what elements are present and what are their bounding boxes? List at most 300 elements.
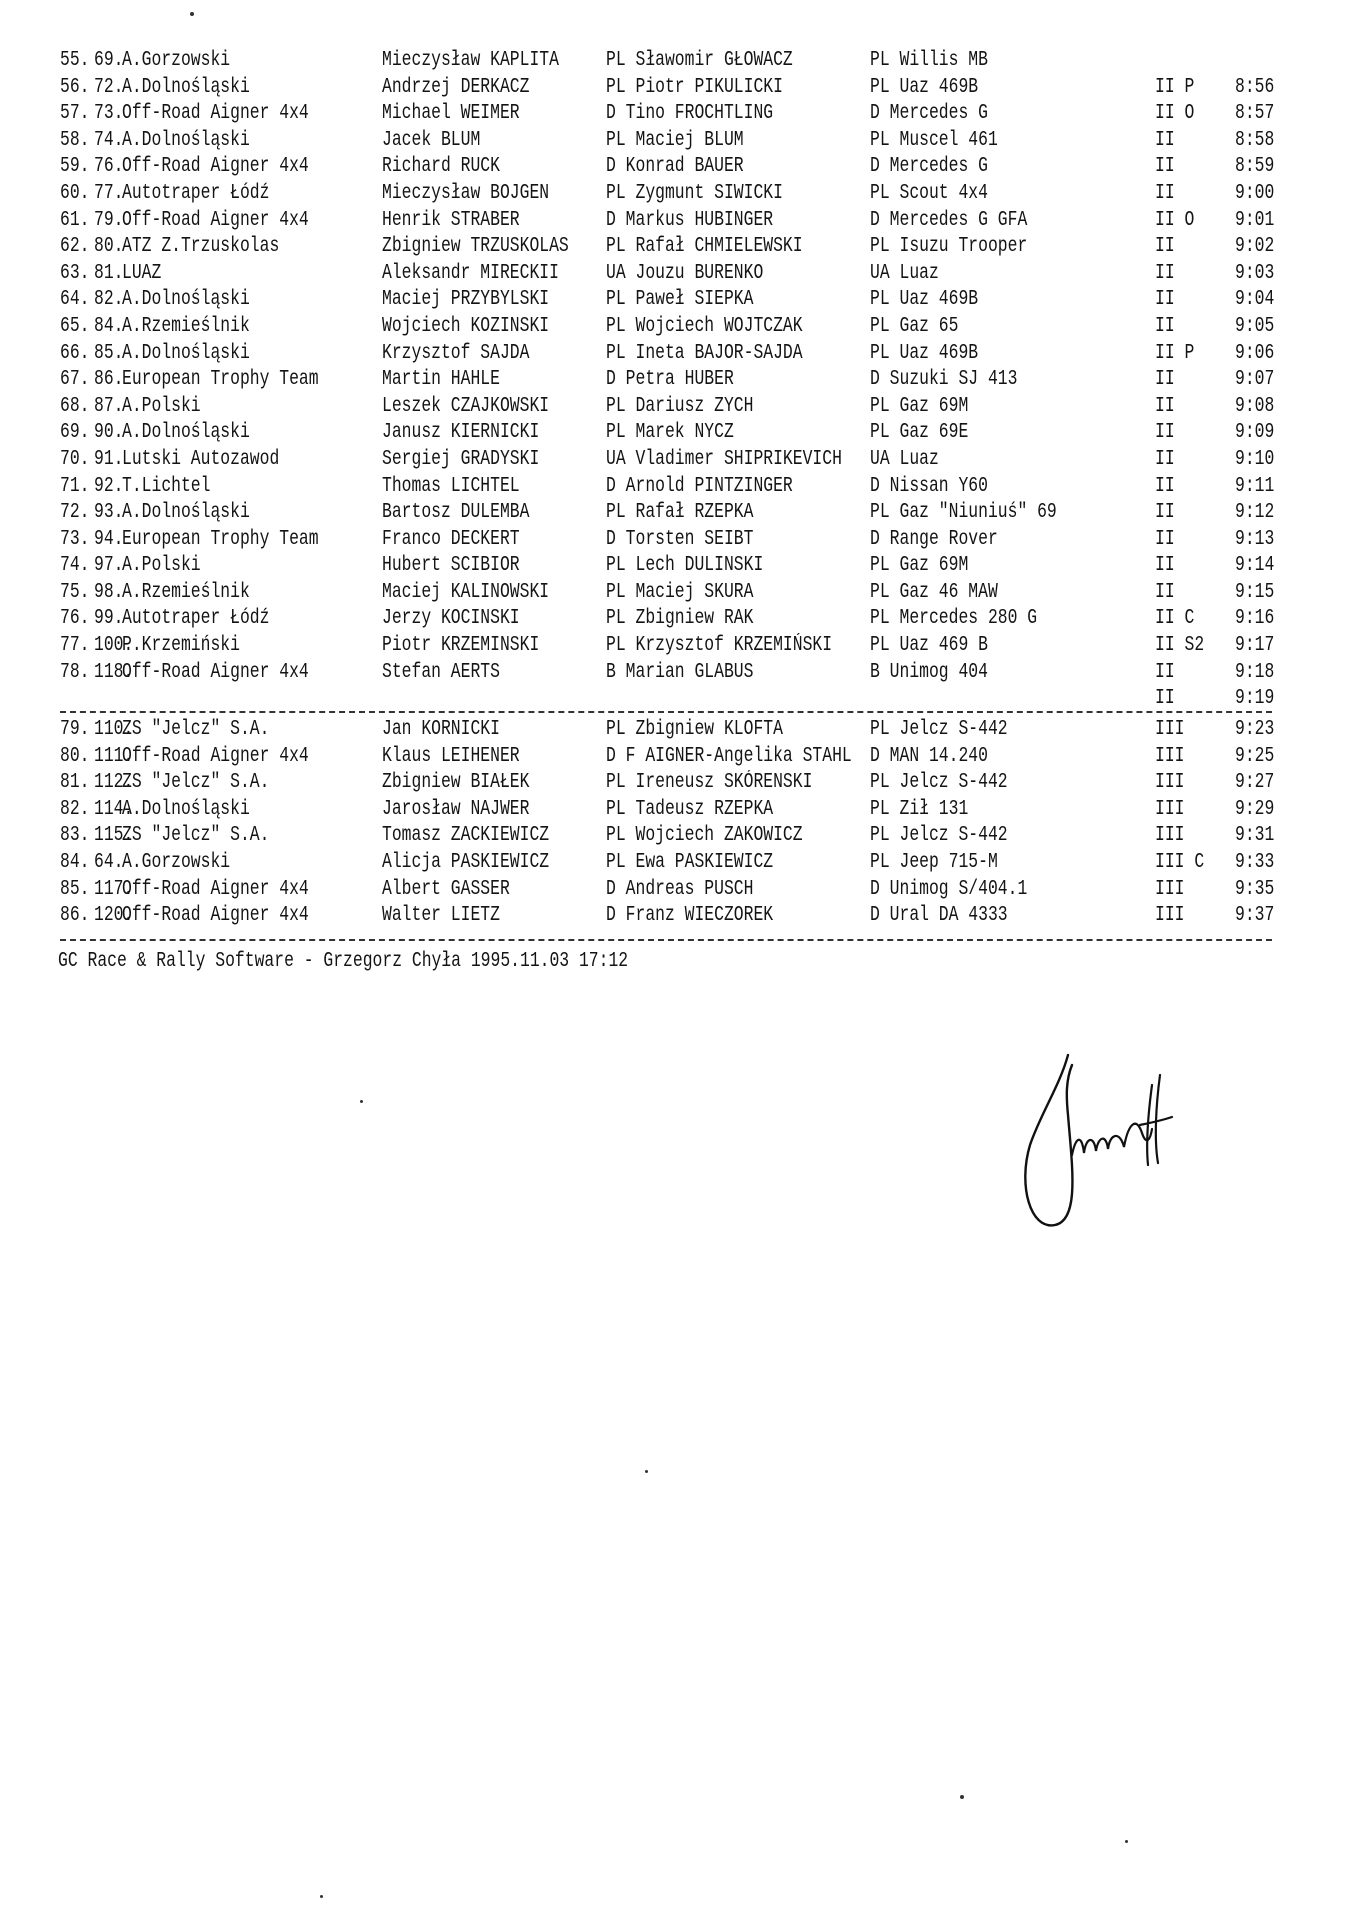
- vehicle-name: D Mercedes G GFA: [870, 208, 1028, 232]
- result-row: [60, 717, 1275, 744]
- driver-name: Wojciech KOZINSKI: [382, 314, 550, 338]
- start-time: 9:33: [1235, 850, 1275, 874]
- class-label: III C: [1155, 850, 1205, 874]
- start-time: 8:59: [1235, 155, 1275, 179]
- vehicle-name: UA Luaz: [870, 261, 939, 285]
- start-number: 98.: [94, 580, 124, 604]
- position-number: 69.: [60, 421, 90, 445]
- result-row: [60, 797, 1275, 824]
- start-time: 9:11: [1235, 474, 1275, 498]
- class-label: III: [1155, 824, 1185, 848]
- position-number: 56.: [60, 75, 90, 99]
- driver-name: Thomas LICHTEL: [382, 474, 520, 498]
- team-name: A.Dolnośląski: [122, 501, 250, 525]
- class-label: II O: [1155, 208, 1195, 232]
- class-label: III: [1155, 877, 1185, 901]
- start-time: 9:00: [1235, 181, 1275, 205]
- start-number: 100.: [94, 634, 134, 658]
- driver-name: Aleksandr MIRECKII: [382, 261, 559, 285]
- start-number: 64.: [94, 850, 124, 874]
- driver-name: Jerzy KOCINSKI: [382, 607, 520, 631]
- position-number: 67.: [60, 368, 90, 392]
- start-number: 81.: [94, 261, 124, 285]
- class-label: II: [1155, 394, 1175, 418]
- result-row: [60, 75, 1275, 102]
- vehicle-name: D Mercedes G: [870, 102, 988, 126]
- separator-line: [60, 939, 1272, 941]
- result-row: [60, 394, 1275, 421]
- codriver-name: D F AIGNER-Angelika STAHL: [606, 744, 852, 768]
- class-label: II P: [1155, 75, 1195, 99]
- team-name: A.Rzemieślnik: [122, 580, 250, 604]
- class-label: II: [1155, 554, 1175, 578]
- start-number: 118.: [94, 660, 134, 684]
- position-number: 80.: [60, 744, 90, 768]
- start-number: 91.: [94, 447, 124, 471]
- team-name: A.Gorzowski: [122, 850, 231, 874]
- position-number: 82.: [60, 797, 90, 821]
- result-row: [60, 420, 1275, 447]
- start-number: 114.: [94, 797, 134, 821]
- position-number: 73.: [60, 527, 90, 551]
- result-row: [60, 287, 1275, 314]
- driver-name: Janusz KIERNICKI: [382, 421, 540, 445]
- start-number: 99.: [94, 607, 124, 631]
- result-row: [60, 553, 1275, 580]
- codriver-name: PL Rafał CHMIELEWSKI: [606, 235, 803, 259]
- position-number: 64.: [60, 288, 90, 312]
- driver-name: Henrik STRABER: [382, 208, 520, 232]
- position-number: 76.: [60, 607, 90, 631]
- class-label: III: [1155, 904, 1185, 928]
- vehicle-name: D Ural DA 4333: [870, 904, 1008, 928]
- codriver-name: D Tino FROCHTLING: [606, 102, 774, 126]
- vehicle-name: PL Gaz 69E: [870, 421, 969, 445]
- team-name: A.Polski: [122, 394, 201, 418]
- vehicle-name: D MAN 14.240: [870, 744, 988, 768]
- result-row: [60, 580, 1275, 607]
- team-name: Lutski Autozawod: [122, 447, 280, 471]
- result-row: [60, 181, 1275, 208]
- team-name: Autotraper Łódź: [122, 607, 270, 631]
- class-label: II: [1155, 314, 1175, 338]
- start-number: 97.: [94, 554, 124, 578]
- codriver-name: B Marian GLABUS: [606, 660, 754, 684]
- team-name: Off-Road Aigner 4x4: [122, 208, 309, 232]
- start-time: 9:06: [1235, 341, 1275, 365]
- start-number: 69.: [94, 49, 124, 72]
- codriver-name: D Franz WIECZOREK: [606, 904, 774, 928]
- paper-speck: [190, 12, 194, 16]
- codriver-name: PL Ineta BAJOR-SAJDA: [606, 341, 803, 365]
- team-name: Off-Road Aigner 4x4: [122, 904, 309, 928]
- class-label: II: [1155, 687, 1175, 711]
- result-row: [60, 208, 1275, 235]
- position-number: 61.: [60, 208, 90, 232]
- vehicle-name: PL Gaz 46 MAW: [870, 580, 998, 604]
- software-footer: GC Race & Rally Software - Grzegorz Chyła 1995.11.03 17:12: [58, 950, 629, 973]
- team-name: Off-Road Aigner 4x4: [122, 155, 309, 179]
- team-name: ZS "Jelcz" S.A.: [122, 824, 270, 848]
- driver-name: Hubert SCIBIOR: [382, 554, 520, 578]
- start-time: 9:17: [1235, 634, 1275, 658]
- codriver-name: PL Zygmunt SIWICKI: [606, 181, 783, 205]
- driver-name: Klaus LEIHENER: [382, 744, 520, 768]
- start-time: 9:13: [1235, 527, 1275, 551]
- vehicle-name: PL Scout 4x4: [870, 181, 988, 205]
- result-row: [60, 877, 1275, 904]
- driver-name: Jarosław NAJWER: [382, 797, 530, 821]
- vehicle-name: D Nissan Y60: [870, 474, 988, 498]
- vehicle-name: PL Jeep 715-M: [870, 850, 998, 874]
- start-time: 9:23: [1235, 718, 1275, 741]
- result-row: [60, 823, 1275, 850]
- class-label: II: [1155, 128, 1175, 152]
- driver-name: Zbigniew BIAŁEK: [382, 771, 530, 795]
- result-row: [60, 686, 1275, 713]
- driver-name: Bartosz DULEMBA: [382, 501, 530, 525]
- result-row: [60, 660, 1275, 687]
- start-time: 9:04: [1235, 288, 1275, 312]
- vehicle-name: PL Mercedes 280 G: [870, 607, 1038, 631]
- class-label: II: [1155, 155, 1175, 179]
- vehicle-name: D Unimog S/404.1: [870, 877, 1028, 901]
- position-number: 58.: [60, 128, 90, 152]
- driver-name: Mieczysław BOJGEN: [382, 181, 550, 205]
- position-number: 86.: [60, 904, 90, 928]
- start-number: 115.: [94, 824, 134, 848]
- codriver-name: PL Rafał RZEPKA: [606, 501, 754, 525]
- team-name: A.Dolnośląski: [122, 797, 250, 821]
- start-number: 90.: [94, 421, 124, 445]
- position-number: 66.: [60, 341, 90, 365]
- codriver-name: D Andreas PUSCH: [606, 877, 754, 901]
- vehicle-name: PL Jelcz S-442: [870, 718, 1008, 741]
- signature-icon: [1010, 1045, 1210, 1235]
- start-time: 9:27: [1235, 771, 1275, 795]
- start-time: 8:56: [1235, 75, 1275, 99]
- vehicle-name: PL Gaz "Niuniuś" 69: [870, 501, 1057, 525]
- class-label: III: [1155, 771, 1185, 795]
- driver-name: Maciej PRZYBYLSKI: [382, 288, 550, 312]
- position-number: 81.: [60, 771, 90, 795]
- start-number: 92.: [94, 474, 124, 498]
- start-time: 9:29: [1235, 797, 1275, 821]
- result-row: [60, 101, 1275, 128]
- result-row: [60, 154, 1275, 181]
- driver-name: Franco DECKERT: [382, 527, 520, 551]
- start-time: 9:16: [1235, 607, 1275, 631]
- position-number: 70.: [60, 447, 90, 471]
- position-number: 84.: [60, 850, 90, 874]
- position-number: 85.: [60, 877, 90, 901]
- team-name: Off-Road Aigner 4x4: [122, 744, 309, 768]
- class-label: II: [1155, 288, 1175, 312]
- result-row: [60, 850, 1275, 877]
- position-number: 79.: [60, 718, 90, 741]
- codriver-name: PL Zbigniew RAK: [606, 607, 754, 631]
- team-name: European Trophy Team: [122, 368, 319, 392]
- vehicle-name: B Unimog 404: [870, 660, 988, 684]
- vehicle-name: UA Luaz: [870, 447, 939, 471]
- codriver-name: PL Ewa PASKIEWICZ: [606, 850, 774, 874]
- vehicle-name: PL Isuzu Trooper: [870, 235, 1028, 259]
- codriver-name: PL Lech DULINSKI: [606, 554, 764, 578]
- result-row: [60, 234, 1275, 261]
- codriver-name: PL Sławomir GŁOWACZ: [606, 49, 793, 72]
- position-number: 74.: [60, 554, 90, 578]
- team-name: Off-Road Aigner 4x4: [122, 102, 309, 126]
- position-number: 59.: [60, 155, 90, 179]
- team-name: A.Polski: [122, 554, 201, 578]
- driver-name: Zbigniew TRZUSKOLAS: [382, 235, 569, 259]
- paper-speck: [360, 1100, 363, 1103]
- codriver-name: D Torsten SEIBT: [606, 527, 754, 551]
- class-label: II P: [1155, 341, 1195, 365]
- class-label: II: [1155, 501, 1175, 525]
- class-label: III: [1155, 744, 1185, 768]
- position-number: 62.: [60, 235, 90, 259]
- team-name: ATZ Z.Trzuskolas: [122, 235, 280, 259]
- class-label: II O: [1155, 102, 1195, 126]
- vehicle-name: PL Jelcz S-442: [870, 824, 1008, 848]
- driver-name: Maciej KALINOWSKI: [382, 580, 550, 604]
- driver-name: Leszek CZAJKOWSKI: [382, 394, 550, 418]
- team-name: P.Krzemiński: [122, 634, 240, 658]
- result-row: [60, 341, 1275, 368]
- team-name: ZS "Jelcz" S.A.: [122, 771, 270, 795]
- start-time: 9:15: [1235, 580, 1275, 604]
- result-row: [60, 261, 1275, 288]
- position-number: 83.: [60, 824, 90, 848]
- codriver-name: PL Tadeusz RZEPKA: [606, 797, 774, 821]
- class-label: III: [1155, 797, 1185, 821]
- team-name: LUAZ: [122, 261, 162, 285]
- codriver-name: PL Piotr PIKULICKI: [606, 75, 783, 99]
- driver-name: Walter LIETZ: [382, 904, 500, 928]
- start-time: 9:02: [1235, 235, 1275, 259]
- driver-name: Piotr KRZEMINSKI: [382, 634, 540, 658]
- start-time: 9:01: [1235, 208, 1275, 232]
- codriver-name: PL Paweł SIEPKA: [606, 288, 754, 312]
- result-row: [60, 500, 1275, 527]
- driver-name: Albert GASSER: [382, 877, 510, 901]
- class-label: II: [1155, 447, 1175, 471]
- start-number: 76.: [94, 155, 124, 179]
- team-name: Autotraper Łódź: [122, 181, 270, 205]
- class-label: II: [1155, 421, 1175, 445]
- start-number: 77.: [94, 181, 124, 205]
- start-time: 9:14: [1235, 554, 1275, 578]
- position-number: 77.: [60, 634, 90, 658]
- result-row: [60, 367, 1275, 394]
- vehicle-name: PL Gaz 65: [870, 314, 959, 338]
- team-name: A.Dolnośląski: [122, 421, 250, 445]
- results-list-class-ii: [60, 48, 1275, 713]
- vehicle-name: D Range Rover: [870, 527, 998, 551]
- driver-name: Michael WEIMER: [382, 102, 520, 126]
- driver-name: Martin HAHLE: [382, 368, 500, 392]
- class-label: II: [1155, 527, 1175, 551]
- codriver-name: UA Jouzu BURENKO: [606, 261, 764, 285]
- result-row: [60, 633, 1275, 660]
- position-number: 63.: [60, 261, 90, 285]
- separator-line: [60, 711, 1272, 713]
- codriver-name: D Petra HUBER: [606, 368, 734, 392]
- paper-speck: [645, 1470, 648, 1473]
- driver-name: Krzysztof SAJDA: [382, 341, 530, 365]
- result-row: [60, 744, 1275, 771]
- class-label: II: [1155, 235, 1175, 259]
- codriver-name: PL Maciej BLUM: [606, 128, 744, 152]
- start-number: 87.: [94, 394, 124, 418]
- position-number: 65.: [60, 314, 90, 338]
- team-name: A.Dolnośląski: [122, 288, 250, 312]
- start-number: 85.: [94, 341, 124, 365]
- vehicle-name: PL Uaz 469 B: [870, 634, 988, 658]
- codriver-name: PL Zbigniew KLOFTA: [606, 718, 783, 741]
- codriver-name: PL Krzysztof KRZEMIŃSKI: [606, 634, 833, 658]
- position-number: 55.: [60, 49, 90, 72]
- codriver-name: PL Marek NYCZ: [606, 421, 734, 445]
- vehicle-name: PL Ził 131: [870, 797, 969, 821]
- position-number: 60.: [60, 181, 90, 205]
- start-time: 9:08: [1235, 394, 1275, 418]
- start-number: 112.: [94, 771, 134, 795]
- vehicle-name: PL Willis MB: [870, 49, 988, 72]
- vehicle-name: PL Muscel 461: [870, 128, 998, 152]
- driver-name: Mieczysław KAPLITA: [382, 49, 559, 72]
- team-name: Off-Road Aigner 4x4: [122, 877, 309, 901]
- class-label: II: [1155, 368, 1175, 392]
- result-row: [60, 903, 1275, 930]
- start-time: 9:05: [1235, 314, 1275, 338]
- codriver-name: PL Wojciech ZAKOWICZ: [606, 824, 803, 848]
- start-number: 86.: [94, 368, 124, 392]
- team-name: A.Gorzowski: [122, 49, 231, 72]
- vehicle-name: PL Uaz 469B: [870, 288, 979, 312]
- driver-name: Richard RUCK: [382, 155, 500, 179]
- result-row: [60, 128, 1275, 155]
- driver-name: Tomasz ZACKIEWICZ: [382, 824, 550, 848]
- codriver-name: PL Maciej SKURA: [606, 580, 754, 604]
- class-label: II: [1155, 660, 1175, 684]
- start-time: 9:09: [1235, 421, 1275, 445]
- start-time: 9:07: [1235, 368, 1275, 392]
- class-label: II: [1155, 261, 1175, 285]
- driver-name: Alicja PASKIEWICZ: [382, 850, 550, 874]
- result-row: [60, 474, 1275, 501]
- start-number: 79.: [94, 208, 124, 232]
- position-number: 78.: [60, 660, 90, 684]
- start-number: 120.: [94, 904, 134, 928]
- start-number: 73.: [94, 102, 124, 126]
- team-name: A.Rzemieślnik: [122, 314, 250, 338]
- vehicle-name: PL Jelcz S-442: [870, 771, 1008, 795]
- vehicle-name: D Suzuki SJ 413: [870, 368, 1018, 392]
- team-name: A.Dolnośląski: [122, 128, 250, 152]
- class-label: II C: [1155, 607, 1195, 631]
- start-time: 9:37: [1235, 904, 1275, 928]
- class-label: II: [1155, 181, 1175, 205]
- codriver-name: PL Wojciech WOJTCZAK: [606, 314, 803, 338]
- start-time: 9:03: [1235, 261, 1275, 285]
- start-time: 9:12: [1235, 501, 1275, 525]
- start-number: 117.: [94, 877, 134, 901]
- driver-name: Andrzej DERKACZ: [382, 75, 530, 99]
- vehicle-name: PL Uaz 469B: [870, 75, 979, 99]
- start-number: 74.: [94, 128, 124, 152]
- vehicle-name: PL Gaz 69M: [870, 554, 969, 578]
- codriver-name: PL Dariusz ZYCH: [606, 394, 754, 418]
- start-time: 9:31: [1235, 824, 1275, 848]
- vehicle-name: D Mercedes G: [870, 155, 988, 179]
- class-label: II: [1155, 580, 1175, 604]
- start-number: 94.: [94, 527, 124, 551]
- paper-speck: [960, 1795, 964, 1799]
- team-name: A.Dolnośląski: [122, 75, 250, 99]
- start-time: 9:18: [1235, 660, 1275, 684]
- position-number: 57.: [60, 102, 90, 126]
- start-time: 8:57: [1235, 102, 1275, 126]
- codriver-name: D Arnold PINTZINGER: [606, 474, 793, 498]
- result-row: [60, 606, 1275, 633]
- driver-name: Sergiej GRADYSKI: [382, 447, 540, 471]
- class-label: II S2: [1155, 634, 1205, 658]
- vehicle-name: PL Gaz 69M: [870, 394, 969, 418]
- start-time: 9:10: [1235, 447, 1275, 471]
- start-time: 9:35: [1235, 877, 1275, 901]
- team-name: European Trophy Team: [122, 527, 319, 551]
- codriver-name: D Markus HUBINGER: [606, 208, 774, 232]
- team-name: A.Dolnośląski: [122, 341, 250, 365]
- vehicle-name: PL Uaz 469B: [870, 341, 979, 365]
- position-number: 72.: [60, 501, 90, 525]
- start-number: 80.: [94, 235, 124, 259]
- paper-speck: [320, 1895, 323, 1898]
- start-number: 82.: [94, 288, 124, 312]
- start-number: 111.: [94, 744, 134, 768]
- paper-speck: [1125, 1840, 1128, 1843]
- driver-name: Stefan AERTS: [382, 660, 500, 684]
- start-number: 72.: [94, 75, 124, 99]
- start-number: 84.: [94, 314, 124, 338]
- result-row: [60, 527, 1275, 554]
- results-list-class-iii: [60, 717, 1275, 930]
- codriver-name: UA Vladimer SHIPRIKEVICH: [606, 447, 842, 471]
- start-time: 8:58: [1235, 128, 1275, 152]
- start-time: 9:19: [1235, 687, 1275, 711]
- position-number: 68.: [60, 394, 90, 418]
- result-row: [60, 314, 1275, 341]
- position-number: 75.: [60, 580, 90, 604]
- start-number: 93.: [94, 501, 124, 525]
- codriver-name: PL Ireneusz SKÓRENSKI: [606, 771, 813, 795]
- position-number: 71.: [60, 474, 90, 498]
- team-name: ZS "Jelcz" S.A.: [122, 718, 270, 741]
- start-time: 9:25: [1235, 744, 1275, 768]
- codriver-name: D Konrad BAUER: [606, 155, 744, 179]
- start-number: 110.: [94, 718, 134, 741]
- team-name: Off-Road Aigner 4x4: [122, 660, 309, 684]
- driver-name: Jacek BLUM: [382, 128, 481, 152]
- team-name: T.Lichtel: [122, 474, 211, 498]
- driver-name: Jan KORNICKI: [382, 718, 500, 741]
- class-label: III: [1155, 718, 1185, 741]
- result-row: [60, 447, 1275, 474]
- result-row: [60, 48, 1270, 75]
- result-row: [60, 770, 1275, 797]
